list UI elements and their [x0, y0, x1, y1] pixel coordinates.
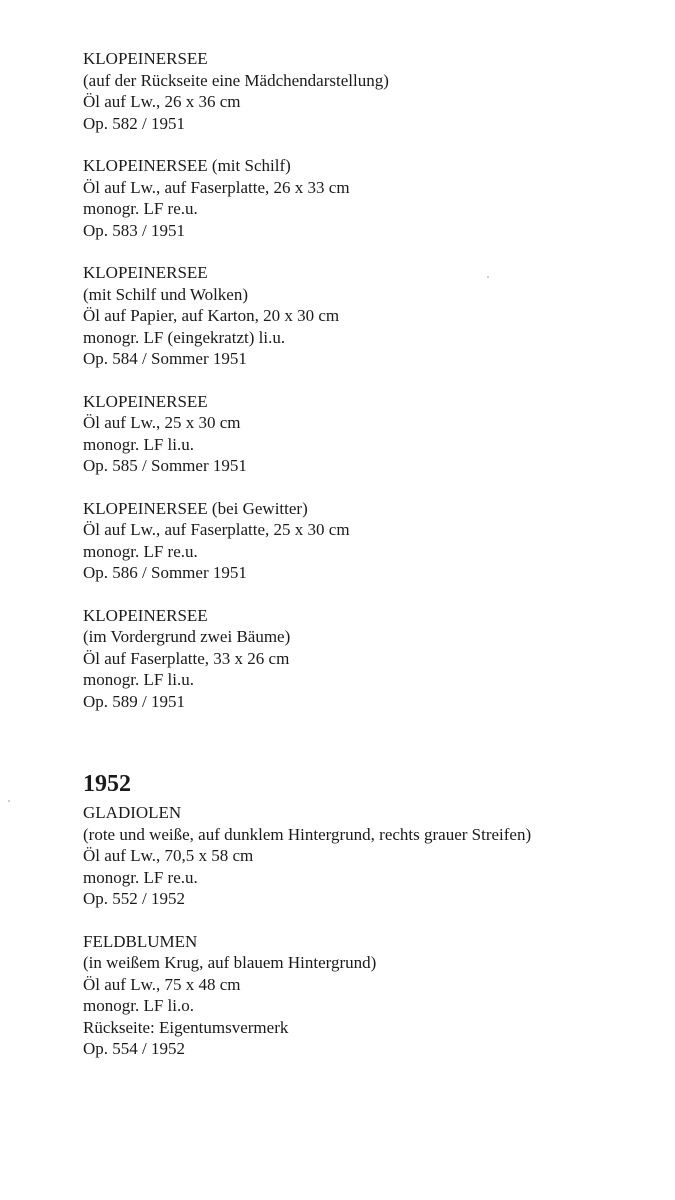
- entry-opus: Op. 552 / 1952: [83, 889, 185, 908]
- year-heading: 1952: [83, 771, 131, 797]
- entry-opus: Op. 585 / Sommer 1951: [83, 456, 247, 475]
- entry-title: KLOPEINERSEE: [83, 391, 208, 411]
- entry-medium: Öl auf Lw., 70,5 x 58 cm: [83, 846, 254, 865]
- entry-signature: monogr. LF re.u.: [83, 199, 198, 218]
- catalogue-entry: [83, 802, 663, 910]
- entry-opus: Op. 582 / 1951: [83, 113, 185, 133]
- entry-note: (rote und weiße, auf dunklem Hintergrund, rechts grauer Streifen): [83, 824, 532, 844]
- entry-provenance: Rückseite: Eigentumsvermerk: [83, 1017, 289, 1037]
- entry-signature: monogr. LF li.u.: [83, 434, 194, 454]
- entry-title: KLOPEINERSEE: [83, 263, 208, 282]
- entry-opus: Op. 554 / 1952: [83, 1039, 185, 1058]
- scan-speck: [8, 800, 10, 802]
- entry-note: (im Vordergrund zwei Bäume): [83, 627, 291, 646]
- entry-title: KLOPEINERSEE: [83, 49, 208, 68]
- entry-signature: monogr. LF li.o.: [83, 996, 194, 1015]
- entry-title: KLOPEINERSEE: [83, 605, 208, 625]
- entry-signature: monogr. LF re.u.: [83, 867, 198, 887]
- catalogue-entry: [83, 391, 663, 477]
- entry-medium: Öl auf Lw., 25 x 30 cm: [83, 413, 241, 432]
- entry-title: FELDBLUMEN: [83, 931, 198, 951]
- entry-opus: Op. 584 / Sommer 1951: [83, 349, 247, 368]
- catalogue-entry: [83, 498, 663, 584]
- entry-medium: Öl auf Lw., 26 x 36 cm: [83, 92, 241, 111]
- entry-note: (auf der Rückseite eine Mädchendarstellung): [83, 70, 389, 90]
- entry-medium: Öl auf Faserplatte, 33 x 26 cm: [83, 648, 290, 668]
- catalogue-entry: [83, 155, 663, 241]
- entry-medium: Öl auf Lw., auf Faserplatte, 25 x 30 cm: [83, 520, 350, 539]
- entry-title: KLOPEINERSEE (bei Gewitter): [83, 498, 308, 518]
- entry-note: (in weißem Krug, auf blauem Hintergrund): [83, 953, 377, 972]
- entry-title: GLADIOLEN: [83, 803, 182, 822]
- section-1952: [83, 770, 663, 1060]
- catalogue-page: [83, 48, 663, 1060]
- entry-opus: Op. 586 / Sommer 1951: [83, 563, 247, 582]
- entry-signature: monogr. LF re.u.: [83, 541, 198, 561]
- catalogue-entry: [83, 262, 663, 370]
- section-1951: [83, 48, 663, 712]
- entry-opus: Op. 589 / 1951: [83, 691, 185, 711]
- entry-title: KLOPEINERSEE (mit Schilf): [83, 156, 291, 175]
- catalogue-entry: [83, 931, 663, 1060]
- entry-medium: Öl auf Lw., auf Faserplatte, 26 x 33 cm: [83, 177, 350, 197]
- entry-medium: Öl auf Papier, auf Karton, 20 x 30 cm: [83, 306, 340, 325]
- catalogue-entry: [83, 605, 663, 713]
- catalogue-entry: [83, 48, 663, 134]
- entry-signature: monogr. LF li.u.: [83, 670, 194, 689]
- entry-signature: monogr. LF (eingekratzt) li.u.: [83, 327, 286, 347]
- scan-speck: [487, 276, 489, 278]
- entry-note: (mit Schilf und Wolken): [83, 284, 248, 304]
- entry-medium: Öl auf Lw., 75 x 48 cm: [83, 974, 241, 994]
- entry-opus: Op. 583 / 1951: [83, 220, 185, 240]
